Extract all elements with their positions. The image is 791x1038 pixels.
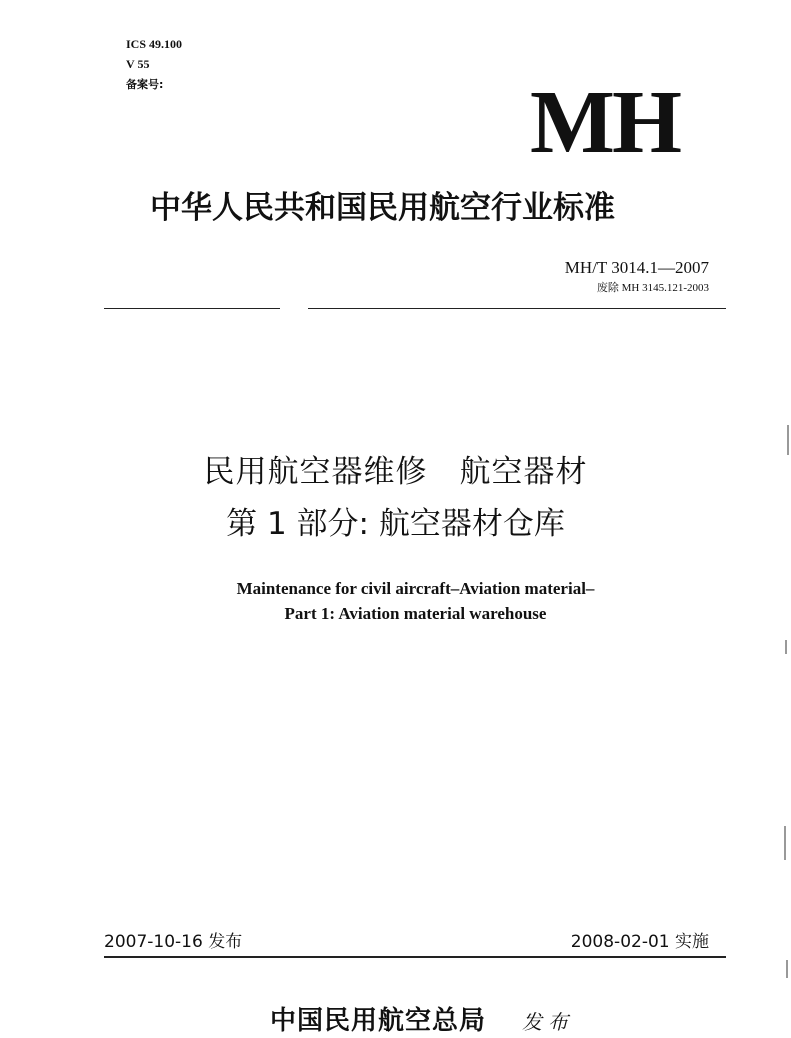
ics-code: ICS 49.100 [126,37,183,51]
scan-edge-mark [786,960,788,978]
header-rule-right [308,308,726,309]
chinese-title-line-1: 民用航空器维修 航空器材 [203,454,588,490]
scan-edge-mark [784,826,786,860]
english-title-line-1: Maintenance for civil aircraft–Aviation material– [236,579,595,598]
mh-logo: MH [530,73,679,172]
issue-date: 2007-10-16 发布 [104,932,243,952]
header-rule-left [104,308,280,309]
chinese-title-line-2: 第 1 部分: 航空器材仓库 [226,506,565,542]
replaces-standard: 废除 MH 3145.121-2003 [596,282,709,294]
footer-rule [104,956,726,958]
standard-category-title: 中华人民共和国民用航空行业标准 [150,190,615,226]
publish-label: 发布 [522,1010,574,1034]
record-number-label: 备案号: [126,78,164,91]
scan-edge-mark [787,425,789,455]
classification-code: V 55 [126,57,150,71]
implementation-date: 2008-02-01 实施 [570,932,709,952]
english-title-line-2: Part 1: Aviation material warehouse [284,604,547,623]
scan-edge-mark [785,640,787,654]
standard-number: MH/T 3014.1—2007 [564,258,709,277]
publisher-name: 中国民用航空总局 [270,1006,487,1036]
